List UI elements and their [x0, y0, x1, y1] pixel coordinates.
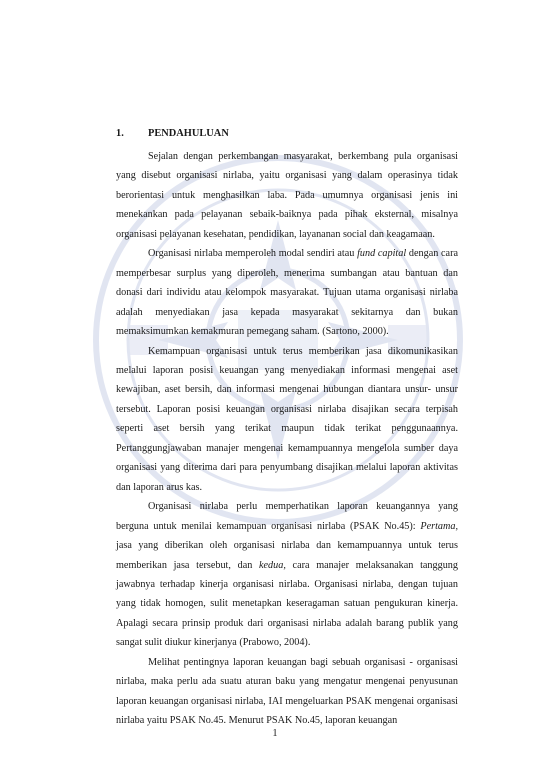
italic-term: Pertama, [420, 520, 458, 532]
document-body [116, 127, 458, 731]
text-run: Melihat pentingnya laporan keuangan bagi sebuah organisasi - organisasi nirlaba, maka perlu ada suatu aturan baku yang mengatur mengenai penyusunan laporan keuangan organisasi nirlaba, IAI mengeluarkan PSAK mengenai organisasi nirlaba yaitu PSAK No.45. Menurut PSAK No.45, laporan keuangan [116, 656, 458, 727]
text-run: Organisasi nirlaba perlu memperhatikan laporan keuangannya yang berguna untuk menilai kemampuan organisasi nirlaba (PSAK No.45): [116, 501, 458, 532]
paragraph-4 [116, 497, 458, 653]
text-run: Sejalan dengan perkembangan masyarakat, berkembang pula organisasi yang disebut organisasi nirlaba, yaitu organisasi yang dalam operasinya tidak berorientasi untuk menghasilkan laba. Pada umumnya organisasi jenis ini menekankan pada pelayanan sebaik-baiknya pada pihak eksternal, misalnya organisasi pelayanan kesehatan, pendidikan, layananan social dan keagamaan. [116, 151, 458, 240]
italic-term: fund capital [357, 248, 407, 260]
section-number: 1. [116, 128, 124, 139]
text-run: cara manajer melaksanakan tanggung jawabnya terhadap kinerja organisasi nirlaba. Organisasi nirlaba, dengan tujuan yang tidak homogen, sulit menetapkan keseragaman satuan pengukuran kinerja. Apalagi secara prinsip produk dari organisasi nirlaba adalah barang publik yang sangat sulit diukur kinerjanya (Prabowo, 2004). [116, 559, 458, 649]
paragraph-3 [116, 342, 458, 498]
paragraph-1 [116, 147, 458, 244]
page-number: 1 [272, 728, 278, 739]
paragraph-2 [116, 244, 458, 341]
text-run: Organisasi nirlaba memperoleh modal sendiri atau [148, 248, 358, 260]
text-run: jasa yang diberikan oleh organisasi nirlaba dan kemampuannya untuk terus memberikan jasa tersebut, dan [116, 540, 458, 571]
text-run: dengan cara memperbesar surplus yang diperoleh, menerima sumbangan atau bantuan dan donasi dari individu atau kelompok masyarakat. Tujuan utama organisasi nirlaba adalah menyediakan jasa kepada masyarakat sekitarnya dan bukan memaksimumkan kemakmuran pemegang saham. (Sartono, 2000). [116, 248, 458, 338]
section-title: PENDAHULUAN [148, 128, 229, 139]
text-run: Kemampuan organisasi untuk terus memberikan jasa dikomunikasikan melalui laporan posisi keuangan yang menyediakan informasi mengenai aset kewajiban, aset bersih, dan informasi mengenai hubungan diantara unsur- unsur tersebut. Laporan posisi keuangan organisasi nirlaba disajikan secara terpisah seperti aset bersih yang terikat maupun tidak terikat penggunaannya. Pertanggungjawaban manajer mengenai kemampuannya mengelola sumber daya organisasi yang diterima dari para penyumbang disajikan melalui laporan aktivitas dan laporan arus kas. [116, 345, 458, 493]
paragraph-5 [116, 653, 458, 731]
italic-term: kedua, [259, 559, 286, 571]
section-heading [116, 127, 458, 140]
